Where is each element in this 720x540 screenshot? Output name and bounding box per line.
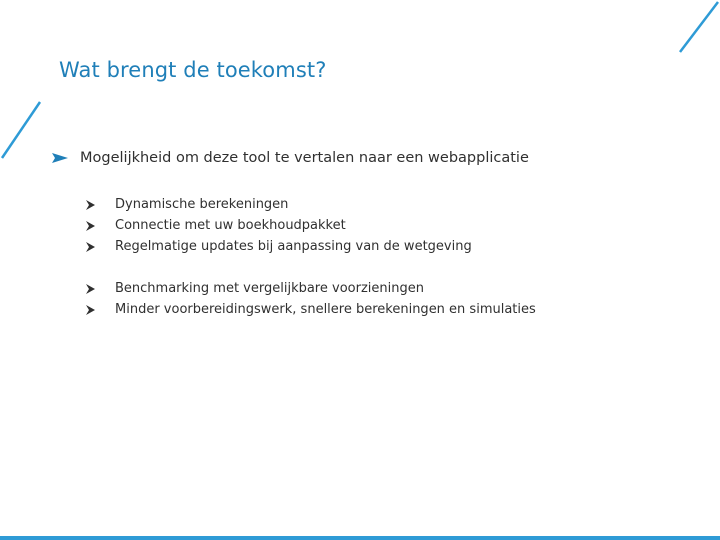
list-item-text: Connectie met uw boekhoudpakket [115,218,346,233]
list-item-text: Benchmarking met vergelijkbare voorzieningen [115,281,424,296]
list-item [86,278,536,299]
list-item-text: Dynamische berekeningen [115,197,289,212]
list-item [86,194,472,215]
list-item [86,299,536,320]
main-bullet [52,150,529,166]
arrowhead-bullet-icon [86,284,95,294]
decorative-line-top-right [676,0,720,56]
sub-bullet-list-1 [86,194,472,257]
sub-bullet-list-2 [86,278,536,320]
bottom-accent-bar [0,536,720,540]
list-item [86,236,472,257]
triangle-bullet-icon [52,153,68,163]
arrowhead-bullet-icon [86,242,95,252]
list-item-text: Minder voorbereidingswerk, snellere berekeningen en simulaties [115,302,536,317]
arrowhead-bullet-icon [86,221,95,231]
slide-title: Wat brengt de toekomst? [59,58,327,82]
arrowhead-bullet-icon [86,305,95,315]
main-bullet-text: Mogelijkheid om deze tool te vertalen naar een webapplicatie [80,150,529,166]
arrowhead-bullet-icon [86,200,95,210]
list-item [86,215,472,236]
decorative-line-left [0,100,44,162]
list-item-text: Regelmatige updates bij aanpassing van de wetgeving [115,239,472,254]
